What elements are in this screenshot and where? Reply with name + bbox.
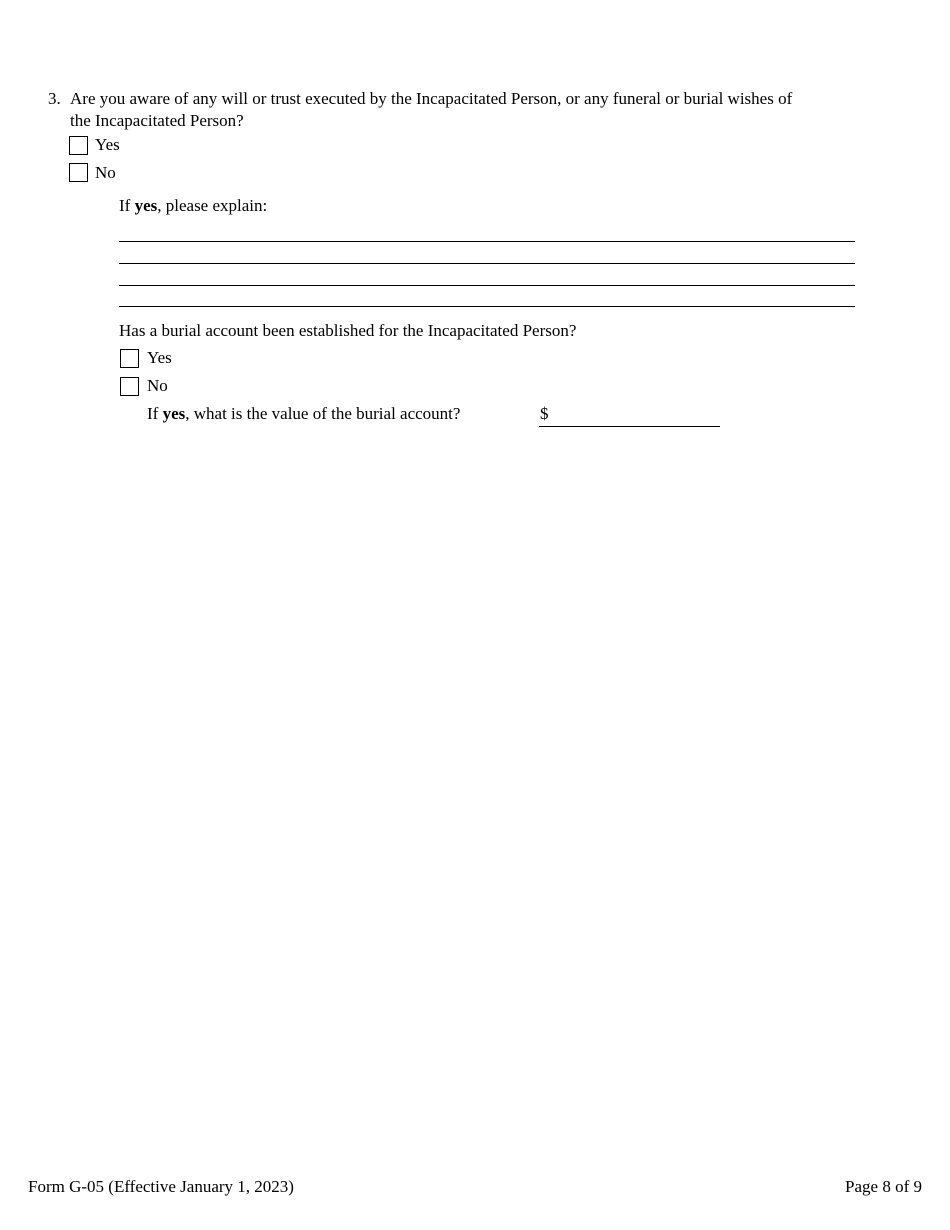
- explain-line-4[interactable]: [119, 306, 855, 307]
- will-trust-no-checkbox[interactable]: [69, 163, 88, 182]
- will-trust-no-label: No: [95, 163, 116, 182]
- burial-value-prompt: If yes, what is the value of the burial account?: [147, 404, 461, 423]
- explain-line-3[interactable]: [119, 285, 855, 286]
- footer-page-number: Page 8 of 9: [845, 1177, 922, 1196]
- question-text-line1: Are you aware of any will or trust executed by the Incapacitated Person, or any funeral or burial wishes of: [70, 89, 793, 108]
- burial-yes-label: Yes: [147, 348, 172, 367]
- burial-no-checkbox[interactable]: [120, 377, 139, 396]
- question-number: 3.: [48, 89, 61, 108]
- will-trust-yes-label: Yes: [95, 135, 120, 154]
- footer-form-id: Form G-05 (Effective January 1, 2023): [28, 1177, 294, 1196]
- explain-line-1[interactable]: [119, 241, 855, 242]
- burial-value-underline: [539, 426, 720, 427]
- question-text-line2: the Incapacitated Person?: [70, 111, 244, 130]
- currency-symbol: $: [540, 404, 549, 423]
- explain-prompt: If yes, please explain:: [119, 196, 268, 215]
- burial-no-label: No: [147, 376, 168, 395]
- burial-yes-checkbox[interactable]: [120, 349, 139, 368]
- burial-question: Has a burial account been established for the Incapacitated Person?: [119, 321, 577, 340]
- burial-value-input[interactable]: [551, 404, 717, 424]
- explain-line-2[interactable]: [119, 263, 855, 264]
- will-trust-yes-checkbox[interactable]: [69, 136, 88, 155]
